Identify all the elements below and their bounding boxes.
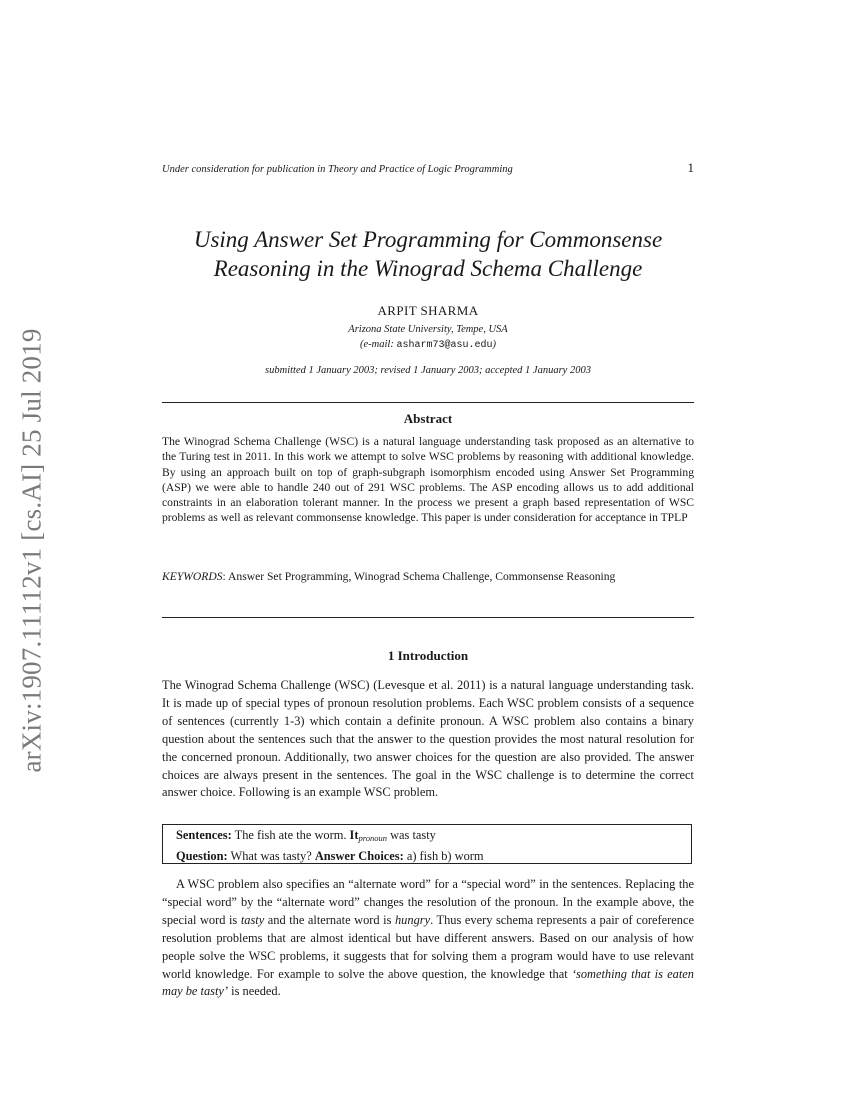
para2-part3: . Thus every schema represents a pair of coreference resolution problems that are almost identical but have different answers. Based on our analysis of how people solve the WSC problems, it suggests that for solving them a program would have to use relevant world knowledge. For example to solve the above question, the knowledge that [162, 912, 694, 981]
example-question-line [176, 847, 691, 865]
running-head-text: Under consideration for publication in Theory and Practice of Logic Programming [162, 164, 513, 175]
author-name: ARPIT SHARMA [377, 303, 479, 318]
email-address: asharm73@asu.edu [396, 340, 493, 351]
wsc-example-box [162, 824, 692, 864]
keywords [162, 569, 694, 584]
para2-part2: and the alternate word is [264, 912, 395, 927]
intro-paragraph: The Winograd Schema Challenge (WSC) (Levesque et al. 2011) is a natural language understanding task. It is made up of special types of pronoun resolution problems. Each WSC problem consists of a sequence of sentences (currently 1-3) which contain a definite pronoun. A WSC problem also contains a binary question about the sentences such that the answer to the question provides the most natural resolution for the concerned pronoun. Additionally, two answer choices for the question are also provided. The answer choices are always present in the sentences. The goal in the WSC challenge is to determine the correct answer choice. Following is an example WSC problem. [162, 678, 694, 800]
author-affiliation-block [162, 322, 694, 353]
email-suffix: ) [492, 339, 496, 350]
special-word: tasty [240, 912, 265, 927]
alternate-word: hungry [394, 912, 431, 927]
question-label: Question: [176, 849, 228, 863]
abstract-bottom-rule [162, 617, 694, 618]
second-paragraph [162, 876, 694, 1001]
sentences-text-b: was tasty [387, 828, 436, 842]
paper-title [162, 225, 694, 283]
title-line-2: Reasoning in the Winograd Schema Challenge [213, 256, 643, 281]
pronoun-subscript: pronoun [358, 833, 387, 843]
abstract-heading: Abstract [403, 411, 453, 426]
choices-text: a) fish b) worm [403, 849, 484, 863]
para2-part1: A WSC problem also specifies an “alternate word” for a “special word” in the sentences. Replacing the “special word” by the “alternate word” changes the resolution of the pronoun. In the example above, the special word is [162, 877, 694, 927]
abstract-text: The Winograd Schema Challenge (WSC) is a natural language understanding task proposed as an alternative to the Turing test in 2011. In this work we attempt to solve WSC problems by reasoning with additional knowledge. By using an approach built on top of graph-subgraph isomorphism encoded using Answer Set Programming (ASP) we were able to handle 240 out of 291 WSC problems. The ASP encoding allows us to add additional constraints in an elaboration tolerant manner. In the process we present a graph based representation of WSC problems as well as relevant commonsense knowledge. This paper is under consideration for acceptance in TPLP [162, 435, 694, 525]
keywords-text: : Answer Set Programming, Winograd Schema Challenge, Commonsense Reasoning [222, 570, 616, 583]
knowledge-quote: ‘something that is eaten may be tasty’ [162, 966, 694, 999]
keywords-label: KEYWORDS [162, 570, 223, 583]
arxiv-identifier: arXiv:1907.11112v1 [cs.AI] 25 Jul 2019 [16, 327, 47, 773]
question-text: What was tasty? [227, 849, 315, 863]
sentences-text-a: The fish ate the worm. [231, 828, 350, 842]
example-sentences-line [176, 826, 691, 847]
title-line-1: Using Answer Set Programming for Commonsense [193, 227, 663, 252]
para2-part4: is needed. [228, 984, 281, 999]
arxiv-stamp [2, 320, 62, 780]
section-heading-introduction: 1 Introduction [387, 648, 469, 663]
email-line [162, 337, 694, 353]
affiliation: Arizona State University, Tempe, USA [348, 324, 508, 335]
abstract-top-rule [162, 402, 694, 403]
email-prefix: (e-mail: [360, 339, 397, 350]
choices-label: Answer Choices: [314, 849, 404, 863]
pronoun-word: It [349, 828, 359, 842]
submission-dates: submitted 1 January 2003; revised 1 January 2003; accepted 1 January 2003 [265, 365, 591, 376]
sentences-label: Sentences: [176, 828, 232, 842]
page-number: 1 [687, 160, 694, 175]
running-head [162, 160, 694, 176]
